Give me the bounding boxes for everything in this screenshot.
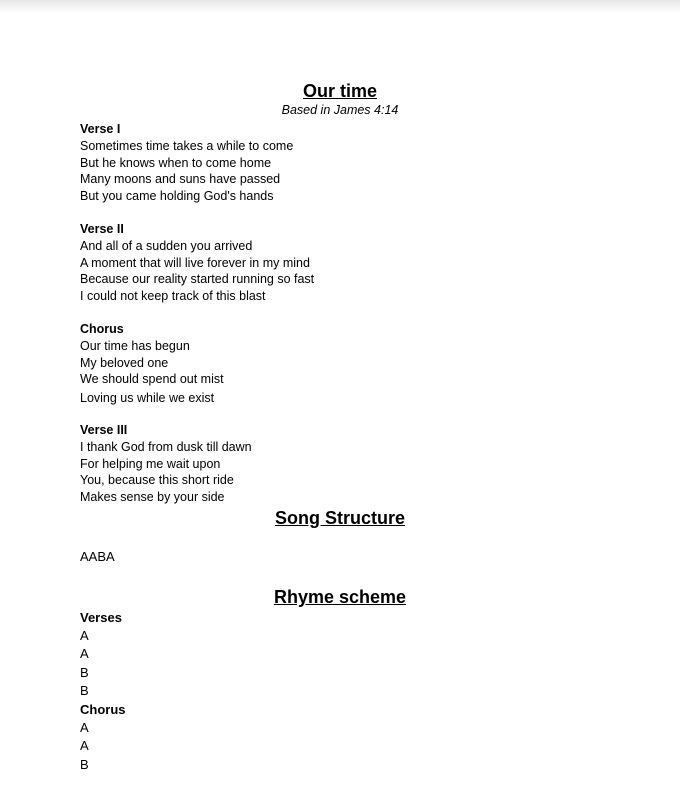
lyric-line: Our time has begun <box>80 339 190 353</box>
lyric-line: Many moons and suns have passed <box>80 172 281 187</box>
rhyme-verses-label: Verses <box>80 610 122 625</box>
lyric-line: For helping me wait upon <box>80 456 221 471</box>
lyric-line: Makes sense by your side <box>80 490 225 505</box>
song-structure-heading: Song Structure <box>274 508 405 528</box>
lyric-line: A moment that will live forever in my mind <box>80 255 310 270</box>
rhyme-letter: B <box>80 682 89 698</box>
lyric-line: I could not keep track of this blast <box>80 289 266 304</box>
rhyme-letter: B <box>80 756 89 772</box>
lyric-line: We should spend out mist <box>80 372 224 387</box>
page-subtitle: Based in James 4:14 <box>281 103 399 117</box>
song-structure-value: AABA <box>80 549 115 564</box>
rhyme-chorus-label: Chorus <box>80 702 126 717</box>
lyric-line: My beloved one <box>80 355 169 370</box>
rhyme-letter: A <box>80 646 89 662</box>
page-title: Our time <box>302 81 377 101</box>
verse-2-label: Verse II <box>80 222 124 236</box>
rhyme-scheme-heading: Rhyme scheme <box>273 587 407 607</box>
rhyme-letter: B <box>80 664 89 680</box>
lyric-line: I thank God from dusk till dawn <box>80 440 252 454</box>
lyric-line: Sometimes time takes a while to come <box>80 139 294 153</box>
verse-1-section <box>80 121 293 205</box>
lyric-line: And all of a sudden you arrived <box>80 239 253 253</box>
lyric-line: But he knows when to come home <box>80 155 272 170</box>
lyric-line: But you came holding God's hands <box>80 189 274 204</box>
chorus-section <box>80 321 224 406</box>
verse-1-label: Verse I <box>80 122 121 136</box>
rhyme-letter: A <box>80 628 89 643</box>
verse-3-label: Verse III <box>80 423 128 437</box>
rhyme-verses-section <box>80 609 122 700</box>
lyric-line: You, because this short ride <box>80 473 234 488</box>
rhyme-letter: A <box>80 720 89 735</box>
rhyme-chorus-section <box>80 701 126 774</box>
verse-3-section <box>80 422 252 506</box>
verse-2-section <box>80 221 314 305</box>
lyric-line: Loving us while we exist <box>80 391 215 406</box>
chorus-label: Chorus <box>80 322 124 336</box>
lyric-line: Because our reality started running so fast <box>80 272 315 287</box>
rhyme-letter: A <box>80 738 89 754</box>
